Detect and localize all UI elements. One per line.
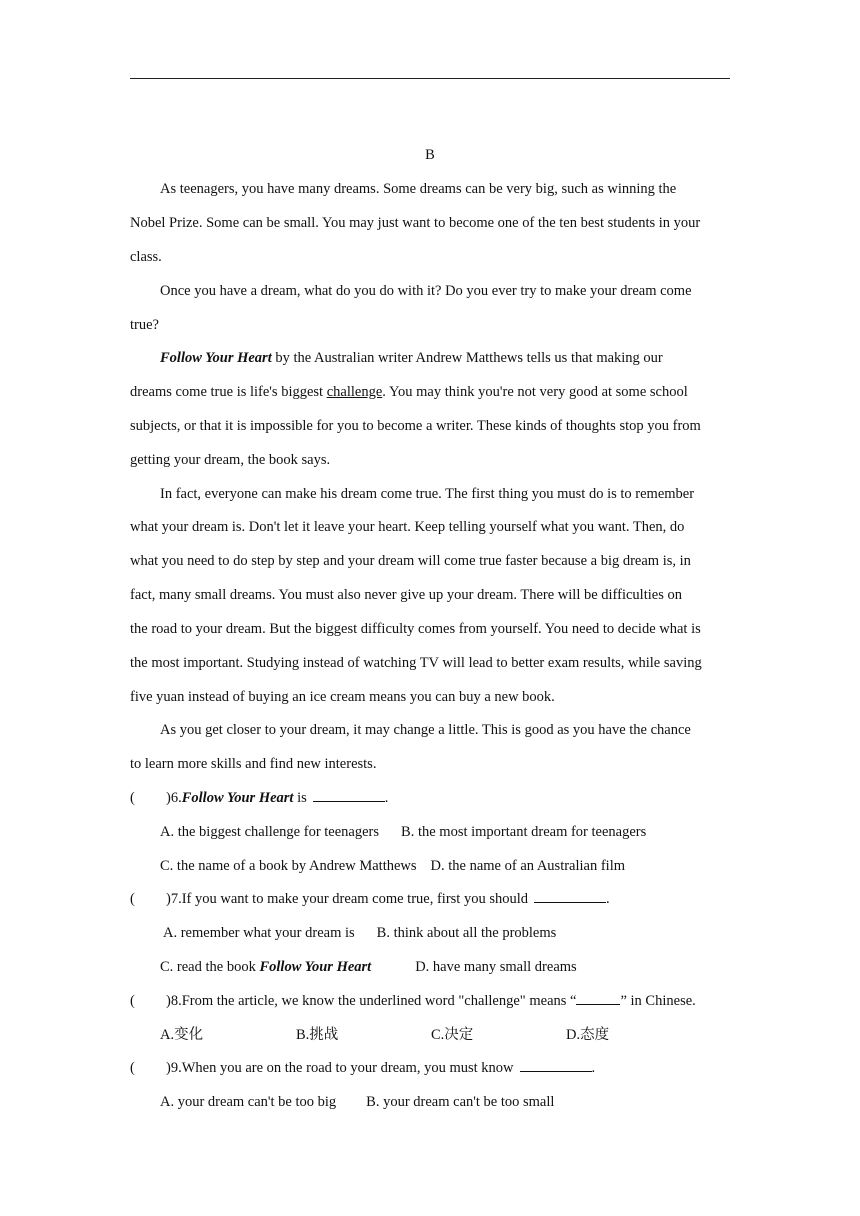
- header-rule: [130, 78, 730, 79]
- option-6a: A. the biggest challenge for teenagers: [160, 824, 380, 840]
- option-7c-title: Follow Your Heart: [259, 959, 372, 975]
- question-7-options-cd: [160, 957, 730, 977]
- paragraph-3-line-2-post: . You may think you're not very good at some school: [382, 384, 688, 400]
- option-7c: [160, 957, 371, 977]
- paragraph-2-line-2: true?: [130, 317, 159, 333]
- paragraph-5-line-1: As you get closer to your dream, it may change a little. This is good as you have the chance: [160, 722, 691, 738]
- answer-paren: (: [130, 1060, 135, 1076]
- paragraph-1-line-1: As teenagers, you have many dreams. Some dreams can be very big, such as winning the: [160, 181, 677, 197]
- paragraph-1-line-2: Nobel Prize. Some can be small. You may just want to become one of the ten best students in your: [130, 215, 701, 231]
- option-7d: D. have many small dreams: [415, 959, 577, 975]
- question-6-stem: [130, 788, 730, 808]
- option-8a: A.变化: [160, 1027, 204, 1043]
- question-6-title: Follow Your Heart: [181, 790, 294, 806]
- question-6-options-cd: [160, 856, 730, 876]
- paragraph-4-line-3: what you need to do step by step and your dream will come true faster because a big dream is, in: [130, 553, 691, 569]
- paragraph-4-line-1: In fact, everyone can make his dream come true. The first thing you must do is to remember: [160, 486, 695, 502]
- option-6d: D. the name of an Australian film: [430, 858, 626, 874]
- underlined-word: challenge: [326, 384, 383, 400]
- answer-paren: (: [130, 993, 135, 1009]
- paragraph-4-line-6: the most important. Studying instead of watching TV will lead to better exam results, while saving: [130, 655, 702, 671]
- paragraph-1-line-3: class.: [130, 249, 162, 265]
- question-9-options-ab: [160, 1092, 730, 1112]
- book-title: Follow Your Heart: [160, 350, 272, 366]
- paragraph-3-line-2-pre: dreams come true is life's biggest: [130, 384, 327, 400]
- paragraph-4-line-7: five yuan instead of buying an ice cream means you can buy a new book.: [130, 689, 555, 705]
- option-8b: B.挑战: [296, 1027, 339, 1043]
- question-8-options: [160, 1025, 730, 1045]
- option-7b: B. think about all the problems: [376, 925, 557, 941]
- section-label: B: [425, 147, 435, 163]
- option-8c: C.决定: [431, 1027, 474, 1043]
- question-9-text: )9.When you are on the road to your dream, you must know: [166, 1060, 514, 1076]
- question-8-stem: [130, 991, 730, 1011]
- answer-blank: [520, 1059, 592, 1072]
- option-9a: A. your dream can't be too big: [160, 1094, 337, 1110]
- paragraph-3-line-1-text: by the Australian writer Andrew Matthews tells us that making our: [271, 350, 663, 366]
- paragraph-4-line-5: the road to your dream. But the biggest difficulty comes from yourself. You need to decide what is: [130, 621, 701, 637]
- question-7-end: .: [606, 891, 610, 907]
- question-9-end: .: [591, 1060, 596, 1076]
- paragraph-3-line-1: [160, 348, 730, 368]
- answer-blank: [576, 992, 620, 1005]
- option-7c-text: C. read the book: [160, 959, 260, 975]
- option-7a: A. remember what your dream is: [163, 925, 355, 941]
- question-8-end: ” in Chinese.: [620, 993, 696, 1009]
- paragraph-3-line-2: [130, 382, 730, 402]
- question-6-text: is: [293, 790, 307, 806]
- paragraph-4-line-2: what your dream is. Don't let it leave your heart. Keep telling yourself what you want. Then, do: [130, 519, 685, 535]
- answer-paren: (: [130, 891, 135, 907]
- answer-paren: (: [130, 790, 135, 806]
- paragraph-2-line-1: Once you have a dream, what do you do with it? Do you ever try to make your dream come: [160, 283, 692, 299]
- option-6b: B. the most important dream for teenagers: [401, 824, 647, 840]
- paragraph-4-line-4: fact, many small dreams. You must also never give up your dream. There will be difficulties on: [130, 587, 682, 603]
- paragraph-3-line-3: subjects, or that it is impossible for you to become a writer. These kinds of thoughts stop you from: [130, 418, 701, 434]
- option-9b: B. your dream can't be too small: [366, 1094, 555, 1110]
- option-6c: C. the name of a book by Andrew Matthews: [160, 858, 417, 874]
- question-6-number: )6.: [166, 790, 182, 806]
- question-7-stem: [130, 889, 730, 909]
- answer-blank: [313, 789, 385, 802]
- question-6-end: .: [384, 790, 389, 806]
- paragraph-3-line-4: getting your dream, the book says.: [130, 452, 331, 468]
- paragraph-5-line-2: to learn more skills and find new interests.: [130, 756, 377, 772]
- question-7-options-ab: [163, 923, 733, 943]
- question-9-stem: [130, 1058, 730, 1078]
- answer-blank: [534, 890, 606, 903]
- question-7-text: )7.If you want to make your dream come true, first you should: [166, 891, 529, 907]
- option-8d: D.态度: [566, 1027, 610, 1043]
- question-6-options-ab: [160, 822, 730, 842]
- question-8-text: )8.From the article, we know the underlined word "challenge" means “: [166, 993, 577, 1009]
